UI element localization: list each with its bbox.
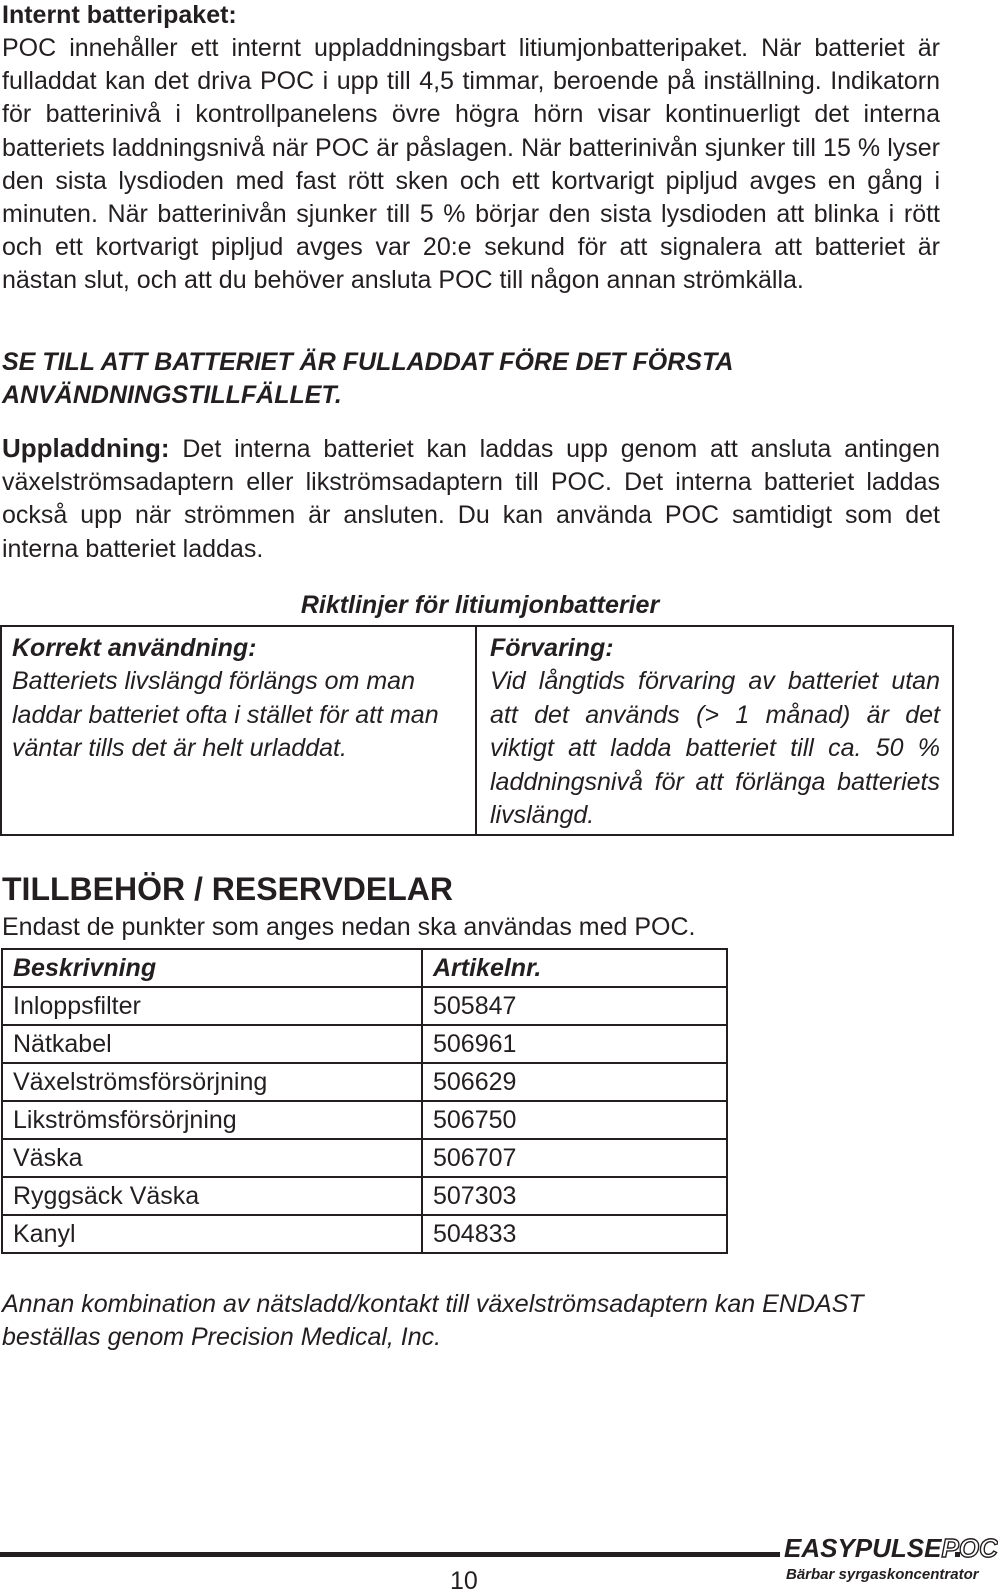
accessories-heading: TILLBEHÖR / RESERVDELAR	[2, 871, 453, 907]
storage-heading: Förvaring:	[490, 634, 614, 662]
correct-use-text: Batteriets livslängd förlängs om man laddar batteriet ofta i stället för att man väntar tills det är helt urladdat.	[12, 667, 439, 763]
part-article-number: 506629	[422, 1063, 727, 1101]
column-header-description: Beskrivning	[2, 949, 422, 987]
table-row	[2, 1215, 727, 1253]
part-description: Kanyl	[2, 1215, 422, 1253]
logo-subtitle: Bärbar syrgaskoncentrator	[786, 1566, 979, 1583]
part-article-number: 504833	[422, 1215, 727, 1253]
table-row	[2, 1177, 727, 1215]
guideline-storage	[490, 632, 940, 832]
guidelines-title: Riktlinjer för litiumjonbatterier	[300, 591, 660, 619]
column-header-article: Artikelnr.	[422, 949, 727, 987]
table-row	[2, 1063, 727, 1101]
charging-paragraph	[2, 432, 940, 566]
part-description: Nätkabel	[2, 1025, 422, 1063]
table-row	[2, 1101, 727, 1139]
table-row	[2, 1025, 727, 1063]
part-article-number: 505847	[422, 987, 727, 1025]
part-description: Inloppsfilter	[2, 987, 422, 1025]
logo-wordmark-outline: POC	[941, 1533, 998, 1563]
part-article-number: 506707	[422, 1139, 727, 1177]
battery-warning: SE TILL ATT BATTERIET ÄR FULLADDAT FÖRE DET FÖRSTA ANVÄNDNINGSTILLFÄLLET.	[2, 348, 733, 409]
part-description: Väska	[2, 1139, 422, 1177]
page-number: 10	[450, 1567, 478, 1595]
part-article-number: 507303	[422, 1177, 727, 1215]
part-description: Ryggsäck Väska	[2, 1177, 422, 1215]
battery-paragraph: POC innehåller ett internt uppladdningsbart litiumjonbatteripaket. När batteriet är fulladdat kan det driva POC i upp till 4,5 timmar, beroende på inställning. Indikatorn för batterinivå i kontrollpanelens övre högra hörn visar kontinuerligt det interna batteriets laddningsnivå när POC är påslagen. När batterinivån sjunker till 15 % lyser den sista lysdioden med fast rött sken och ett kortvarigt pipljud avges en gång i minuten. När batterinivån sjunker till 5 % börjar den sista lysdioden att blinka i rött och ett kortvarigt pipljud avges var 20:e sekund för att signalera att batteriet är nästan slut, och att du behöver ansluta POC till någon annan strömkälla.	[2, 34, 940, 295]
table-header-row	[2, 949, 727, 987]
accessories-intro: Endast de punkter som anges nedan ska användas med POC.	[2, 913, 696, 941]
charging-text: Det interna batteriet kan laddas upp genom att ansluta antingen växelströmsadaptern eller likströmsadaptern till POC. Det interna batteriet laddas också upp när strömmen är ansluten. Du kan använda POC samtidigt som det interna batteriet laddas.	[2, 435, 940, 563]
guidelines-divider	[475, 625, 477, 836]
guideline-correct-use	[12, 632, 464, 766]
part-description: Växelströmsförsörjning	[2, 1063, 422, 1101]
charging-label: Uppladdning:	[2, 433, 170, 463]
parts-table	[1, 948, 728, 1254]
part-article-number: 506961	[422, 1025, 727, 1063]
table-row	[2, 1139, 727, 1177]
table-row	[2, 987, 727, 1025]
battery-heading: Internt batteripaket:	[2, 1, 237, 29]
storage-text: Vid långtids förvaring av batteriet utan att det används (> 1 månad) är det viktigt att ladda batteriet till ca. 50 % laddningsnivå för att förlänga batteriets livslängd.	[490, 667, 940, 830]
part-article-number: 506750	[422, 1101, 727, 1139]
accessories-note: Annan kombination av nätsladd/kontakt till växelströmsadaptern kan ENDAST beställas genom Precision Medical, Inc.	[2, 1290, 864, 1351]
part-description: Likströmsförsörjning	[2, 1101, 422, 1139]
logo-wordmark-primary: EASYPULSE	[784, 1533, 942, 1563]
correct-use-heading: Korrekt användning:	[12, 634, 257, 662]
brand-logo	[780, 1532, 998, 1592]
logo-wordmark	[784, 1534, 998, 1562]
